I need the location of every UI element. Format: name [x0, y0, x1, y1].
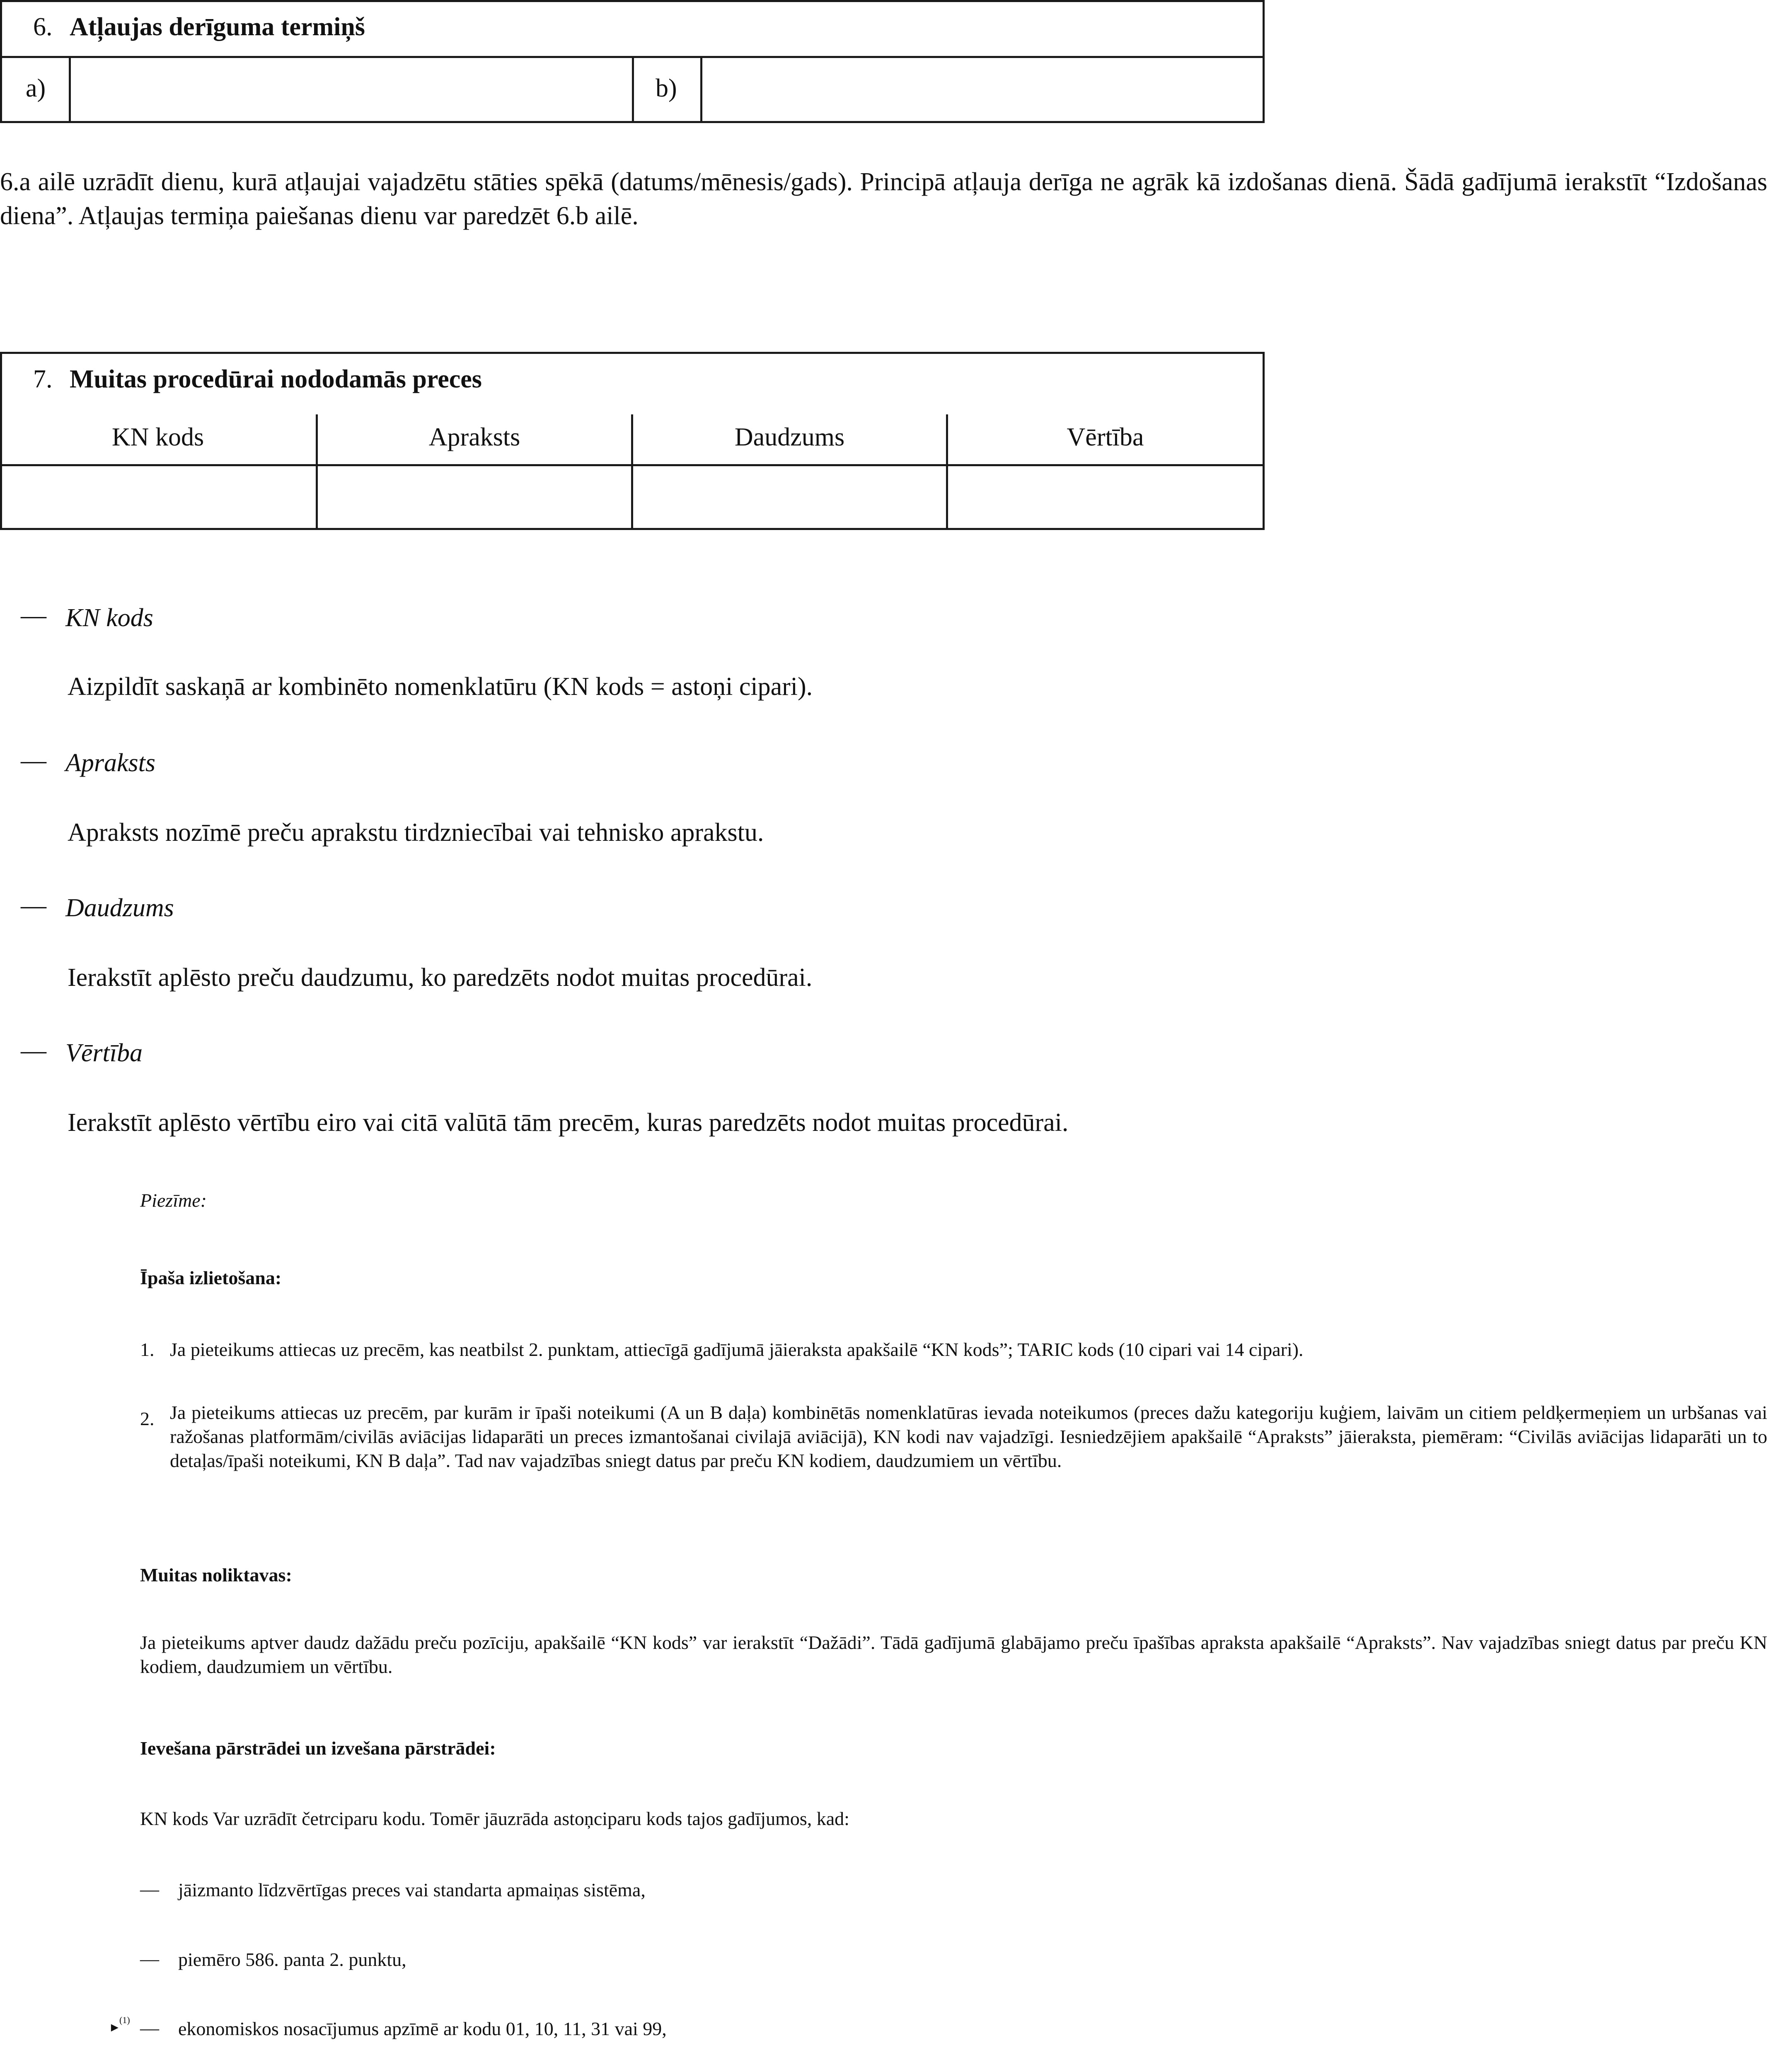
definition-text-vertiba: Ierakstīt aplēsto vērtību eiro vai citā valūtā tām precēm, kuras paredzēts nodot muitas procedūrai. — [68, 1109, 1069, 1137]
section6-field-a[interactable] — [73, 60, 628, 120]
definition-text-kn-kods: Aizpildīt saskaņā ar kombinēto nomenklatūru (KN kods = astoņi cipari). — [68, 673, 813, 701]
definition-dash: — — [21, 601, 46, 629]
definition-dash: — — [21, 1036, 46, 1065]
cell-daudzums[interactable] — [634, 467, 945, 527]
definition-text-apraksts: Apraksts nozīmē preču aprakstu tirdzniecībai vai tehnisko aprakstu. — [68, 818, 764, 847]
definition-term-apraksts: Apraksts — [65, 749, 155, 777]
definition-dash: — — [21, 746, 46, 775]
special-use-heading: Īpaša izlietošana: — [140, 1267, 282, 1288]
section6-col-line — [69, 56, 71, 123]
column-header-vertiba: Vērtība — [1067, 423, 1144, 451]
definition-term-kn-kods: KN kods — [65, 604, 153, 632]
processing-bullet-dash: — — [140, 1948, 159, 1969]
amendment-start-marker: ► — [109, 2021, 121, 2034]
special-use-item-text: Ja pieteikums attiecas uz precēm, par kurām ir īpaši noteikumi (A un B daļa) kombinētās nomenklatūras ievada noteikumos (preces dažu kategoriju kuģiem, laivām un citiem peldķermeņiem un urbšanas vai ražošanas platformām/civilās aviācijas lidaparāti un preces izmantošanai civilajā aviācijā), KN kodi nav vajadzīgi. Iesniedzējiem apakšailē “Apraksts” jāieraksta, piemēram: “Civilās aviācijas lidaparāti un to detaļas/īpaši noteikumi, KN B daļa”. Tad nav vajadzības sniegt datus par preču KN kodiem, daudzumiem un vērtību. — [170, 1402, 1767, 1471]
cell-vertiba[interactable] — [949, 467, 1260, 527]
section6-col-line — [700, 56, 702, 123]
section6-label-b: b) — [656, 74, 677, 102]
amendment-reference: (1) — [119, 2015, 130, 2025]
special-use-item-number: 1. — [140, 1339, 155, 1360]
processing-heading: Ievešana pārstrādei un izvešana pārstrādei: — [140, 1738, 496, 1759]
warehouses-heading: Muitas noliktavas: — [140, 1564, 292, 1585]
processing-bullet-dash: — — [140, 2017, 159, 2038]
processing-bullet: ekonomiskos nosacījumus apzīmē ar kodu 01, 10, 11, 31 vai 99, — [178, 2018, 667, 2039]
definition-term-vertiba: Vērtība — [65, 1039, 143, 1067]
section6-label-a: a) — [26, 74, 46, 102]
processing-bullet: jāizmanto līdzvērtīgas preces vai standarta apmaiņas sistēma, — [178, 1879, 646, 1900]
note-label: Piezīme: — [140, 1190, 207, 1211]
warehouses-text: Ja pieteikums aptver daudz dažādu preču pozīciju, apakšailē “KN kods” var ierakstīt “Dažādi”. Tādā gadījumā glabājamo preču īpašības apraksta apakšailē “Apraksts”. Nav vajadzības sniegt datus par preču KN kodiem, daudzumiem un vērtību. — [140, 1632, 1767, 1677]
section7-number: 7. — [33, 365, 53, 393]
special-use-item-text: Ja pieteikums attiecas uz precēm, kas neatbilst 2. punktam, attiecīgā gadījumā jāieraksta apakšailē “KN kods”; TARIC kods (10 cipari vai 14 cipari). — [170, 1339, 1304, 1360]
section6-field-b[interactable] — [704, 60, 1262, 120]
section7-title: Muitas procedūrai nododamās preces — [70, 365, 482, 393]
section6-number: 6. — [33, 13, 53, 41]
processing-intro: KN kods Var uzrādīt četrciparu kodu. Tomēr jāuzrāda astoņciparu kods tajos gadījumos, kad: — [140, 1808, 849, 1829]
section6-title: Atļaujas derīguma termiņš — [70, 13, 365, 41]
section6-paragraph: 6.a ailē uzrādīt dienu, kurā atļaujai vajadzētu stāties spēkā (datums/mēnesis/gads). Principā atļauja derīga ne agrāk kā izdošanas dienā. Šādā gadījumā ierakstīt “Izdošanas diena”. Atļaujas termiņa paiešanas dienu var paredzēt 6.b ailē. — [0, 168, 1767, 230]
section6-col-line — [632, 56, 634, 123]
definition-term-daudzums: Daudzums — [65, 894, 174, 922]
definition-dash: — — [21, 891, 46, 920]
column-header-kn-kods: KN kods — [111, 423, 204, 451]
cell-kn-kods[interactable] — [3, 467, 314, 527]
processing-bullet-dash: — — [140, 1878, 159, 1900]
special-use-item-number: 2. — [140, 1408, 155, 1429]
definition-text-daudzums: Ierakstīt aplēsto preču daudzumu, ko paredzēts nodot muitas procedūrai. — [68, 963, 813, 992]
column-header-daudzums: Daudzums — [734, 423, 845, 451]
processing-bullet: piemēro 586. panta 2. punktu, — [178, 1949, 406, 1970]
column-header-apraksts: Apraksts — [428, 423, 520, 451]
cell-apraksts[interactable] — [319, 467, 630, 527]
